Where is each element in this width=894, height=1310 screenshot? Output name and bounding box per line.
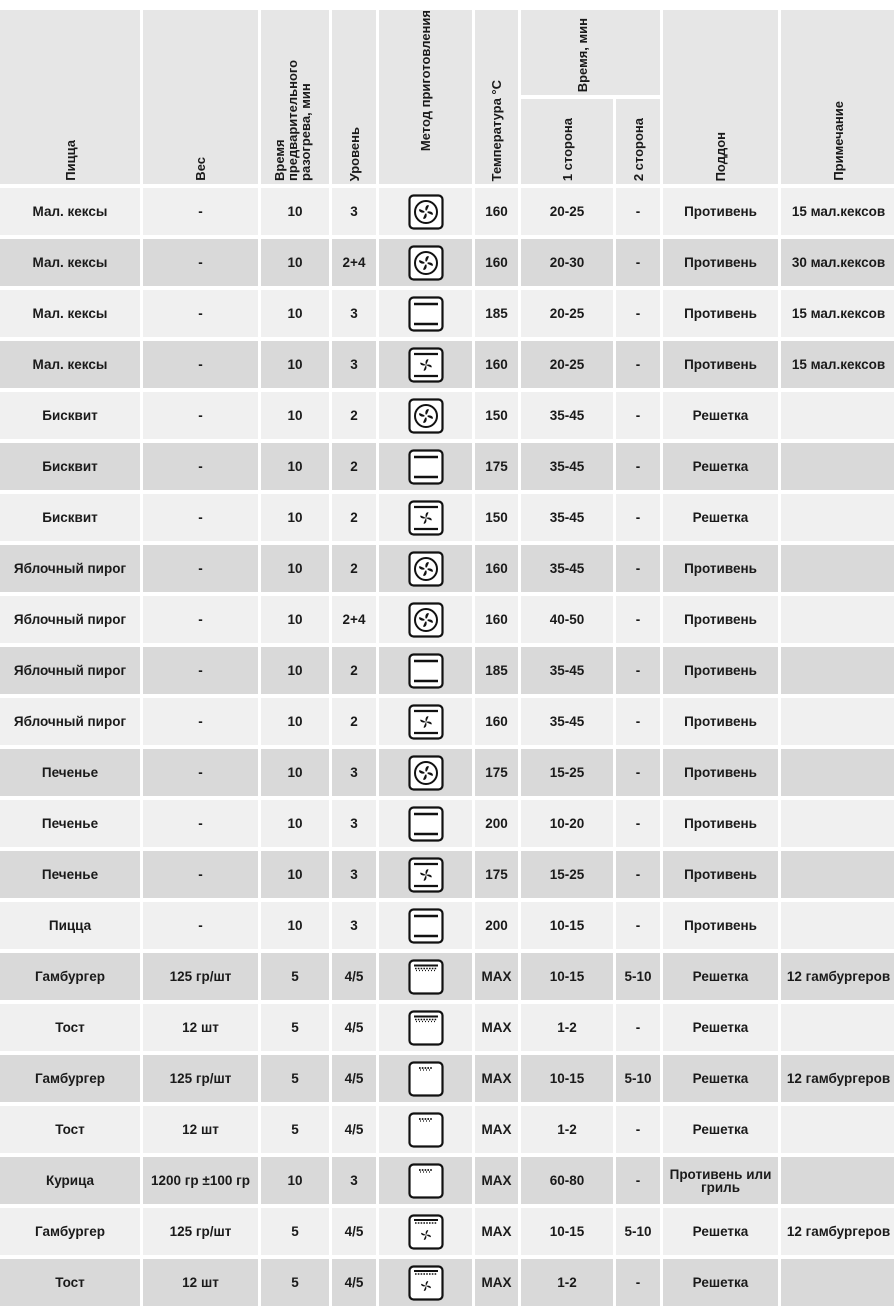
cell-side2: -: [616, 698, 660, 745]
cell-weight: -: [143, 239, 258, 286]
cell-weight: 12 шт: [143, 1106, 258, 1153]
cell-note: [781, 1259, 894, 1306]
cell-preheat: 10: [261, 494, 329, 541]
fan-top-bottom-icon: [408, 347, 444, 383]
cell-dish: Печенье: [0, 749, 140, 796]
cell-temp: 200: [475, 902, 518, 949]
cell-side2: -: [616, 749, 660, 796]
cell-method: [379, 188, 472, 235]
cell-temp: 160: [475, 341, 518, 388]
cell-tray: Решетка: [663, 1055, 778, 1102]
cell-weight: -: [143, 800, 258, 847]
cell-tray: Решетка: [663, 443, 778, 490]
table-row: [0, 1259, 894, 1306]
cell-side1: 20-25: [521, 290, 613, 337]
cell-weight: -: [143, 545, 258, 592]
cell-tray: Противень: [663, 647, 778, 694]
cell-note: [781, 596, 894, 643]
cell-tray: Противень: [663, 749, 778, 796]
cell-method: [379, 1157, 472, 1204]
cell-note: [781, 1106, 894, 1153]
cell-preheat: 10: [261, 647, 329, 694]
cell-level: 2: [332, 647, 376, 694]
cell-weight: -: [143, 698, 258, 745]
table-row: [0, 902, 894, 949]
cell-method: [379, 1004, 472, 1051]
cell-dish: Яблочный пирог: [0, 596, 140, 643]
cell-side1: 20-25: [521, 188, 613, 235]
header-side1: 1 сторона: [521, 99, 613, 184]
cell-note: [781, 443, 894, 490]
grill-single-icon: [408, 1061, 444, 1097]
table-row: [0, 494, 894, 541]
header-tray: Поддон: [663, 10, 778, 184]
cell-weight: -: [143, 341, 258, 388]
cooking-table: [0, 6, 894, 1310]
cell-side1: 60-80: [521, 1157, 613, 1204]
cell-dish: Пицца: [0, 902, 140, 949]
table-row: [0, 1004, 894, 1051]
cell-temp: 160: [475, 698, 518, 745]
grill-single-icon: [408, 1163, 444, 1199]
cell-level: 2+4: [332, 239, 376, 286]
cell-side1: 10-15: [521, 1055, 613, 1102]
cell-note: [781, 800, 894, 847]
cell-weight: 12 шт: [143, 1004, 258, 1051]
cell-side1: 40-50: [521, 596, 613, 643]
cell-method: [379, 800, 472, 847]
cell-level: 2: [332, 443, 376, 490]
table-row: [0, 341, 894, 388]
fan-circle-icon: [408, 398, 444, 434]
cell-preheat: 5: [261, 1004, 329, 1051]
cell-tray: Решетка: [663, 1208, 778, 1255]
cell-side1: 1-2: [521, 1259, 613, 1306]
cell-tray: Противень: [663, 851, 778, 898]
table-row: [0, 800, 894, 847]
cell-preheat: 10: [261, 290, 329, 337]
cell-tray: Решетка: [663, 1259, 778, 1306]
header-note: Примечание: [781, 10, 894, 184]
cell-weight: -: [143, 290, 258, 337]
cell-weight: -: [143, 596, 258, 643]
cell-tray: Решетка: [663, 1004, 778, 1051]
cell-dish: Печенье: [0, 851, 140, 898]
cell-note: 15 мал.кексов: [781, 341, 894, 388]
cell-level: 3: [332, 188, 376, 235]
cell-preheat: 10: [261, 1157, 329, 1204]
cell-preheat: 10: [261, 443, 329, 490]
table-row: [0, 443, 894, 490]
cell-side2: -: [616, 1157, 660, 1204]
cell-level: 3: [332, 1157, 376, 1204]
cell-temp: 150: [475, 494, 518, 541]
cell-side2: 5-10: [616, 953, 660, 1000]
fan-grill-icon: [408, 1214, 444, 1250]
cell-dish: Бисквит: [0, 392, 140, 439]
cell-note: [781, 1004, 894, 1051]
cell-note: [781, 698, 894, 745]
cell-method: [379, 545, 472, 592]
header-pizza: Пицца: [0, 10, 140, 184]
cell-tray: Противень: [663, 545, 778, 592]
cell-weight: -: [143, 392, 258, 439]
cell-note: 15 мал.кексов: [781, 290, 894, 337]
cell-side1: 10-20: [521, 800, 613, 847]
cell-temp: 150: [475, 392, 518, 439]
cell-side2: -: [616, 647, 660, 694]
cell-dish: Мал. кексы: [0, 290, 140, 337]
cell-side2: -: [616, 902, 660, 949]
table-row: [0, 1055, 894, 1102]
cell-note: [781, 545, 894, 592]
cell-tray: Противень: [663, 341, 778, 388]
cell-side1: 1-2: [521, 1004, 613, 1051]
cell-level: 3: [332, 851, 376, 898]
cell-weight: -: [143, 647, 258, 694]
grill-single-icon: [408, 1112, 444, 1148]
cell-dish: Бисквит: [0, 494, 140, 541]
cell-preheat: 10: [261, 545, 329, 592]
cell-dish: Мал. кексы: [0, 188, 140, 235]
cell-level: 2: [332, 545, 376, 592]
cell-side1: 35-45: [521, 494, 613, 541]
cell-level: 3: [332, 341, 376, 388]
cell-tray: Решетка: [663, 392, 778, 439]
table-row: [0, 596, 894, 643]
cell-note: [781, 851, 894, 898]
table-row: [0, 188, 894, 235]
fan-circle-icon: [408, 551, 444, 587]
cell-side2: -: [616, 341, 660, 388]
cell-method: [379, 596, 472, 643]
fan-top-bottom-icon: [408, 500, 444, 536]
cell-level: 2: [332, 392, 376, 439]
cell-level: 3: [332, 800, 376, 847]
cell-tray: Противень: [663, 290, 778, 337]
top-bottom-heat-icon: [408, 296, 444, 332]
cell-tray: Противень: [663, 188, 778, 235]
cell-side2: -: [616, 188, 660, 235]
cell-dish: Гамбургер: [0, 953, 140, 1000]
table-row: [0, 1208, 894, 1255]
cell-preheat: 10: [261, 392, 329, 439]
fan-top-bottom-icon: [408, 704, 444, 740]
cell-tray: Решетка: [663, 1106, 778, 1153]
cell-preheat: 10: [261, 188, 329, 235]
header-level: Уровень: [332, 10, 376, 184]
cell-side1: 20-30: [521, 239, 613, 286]
grill-double-icon: [408, 959, 444, 995]
cell-side1: 35-45: [521, 647, 613, 694]
cell-method: [379, 953, 472, 1000]
cell-preheat: 10: [261, 239, 329, 286]
cell-method: [379, 1259, 472, 1306]
cell-dish: Бисквит: [0, 443, 140, 490]
table-row: [0, 545, 894, 592]
cell-note: 15 мал.кексов: [781, 188, 894, 235]
cell-side1: 10-15: [521, 902, 613, 949]
cell-method: [379, 698, 472, 745]
cell-note: [781, 494, 894, 541]
cell-temp: 160: [475, 239, 518, 286]
cell-temp: MAX: [475, 1055, 518, 1102]
cell-preheat: 5: [261, 1208, 329, 1255]
cell-temp: 175: [475, 851, 518, 898]
cell-note: 12 гамбургеров: [781, 953, 894, 1000]
cell-dish: Яблочный пирог: [0, 698, 140, 745]
cell-temp: 185: [475, 290, 518, 337]
fan-top-bottom-icon: [408, 857, 444, 893]
table-row: [0, 647, 894, 694]
cell-preheat: 10: [261, 596, 329, 643]
cell-temp: 160: [475, 188, 518, 235]
header-time: Время, мин: [521, 10, 660, 95]
fan-grill-icon: [408, 1265, 444, 1301]
cell-side1: 20-25: [521, 341, 613, 388]
cell-level: 2: [332, 494, 376, 541]
cell-level: 2: [332, 698, 376, 745]
cell-side2: -: [616, 1259, 660, 1306]
cell-weight: -: [143, 902, 258, 949]
grill-double-icon: [408, 1010, 444, 1046]
cell-weight: -: [143, 188, 258, 235]
cell-tray: Противень или гриль: [663, 1157, 778, 1204]
cell-side2: 5-10: [616, 1055, 660, 1102]
cell-preheat: 5: [261, 1106, 329, 1153]
cell-side1: 35-45: [521, 443, 613, 490]
cell-level: 2+4: [332, 596, 376, 643]
cell-temp: MAX: [475, 1259, 518, 1306]
cell-temp: MAX: [475, 1106, 518, 1153]
cell-tray: Противень: [663, 239, 778, 286]
cell-side2: 5-10: [616, 1208, 660, 1255]
cell-level: 3: [332, 749, 376, 796]
top-bottom-heat-icon: [408, 806, 444, 842]
table-row: [0, 698, 894, 745]
cell-side1: 10-15: [521, 953, 613, 1000]
cell-side1: 1-2: [521, 1106, 613, 1153]
cell-tray: Противень: [663, 902, 778, 949]
cell-weight: 125 гр/шт: [143, 1055, 258, 1102]
cell-note: [781, 1157, 894, 1204]
cell-side1: 35-45: [521, 545, 613, 592]
cell-dish: Яблочный пирог: [0, 647, 140, 694]
cell-side2: -: [616, 239, 660, 286]
cell-temp: MAX: [475, 1157, 518, 1204]
cell-dish: Гамбургер: [0, 1208, 140, 1255]
cell-side2: -: [616, 851, 660, 898]
cell-side2: -: [616, 800, 660, 847]
cell-tray: Противень: [663, 698, 778, 745]
cell-dish: Тост: [0, 1106, 140, 1153]
cell-temp: 185: [475, 647, 518, 694]
cell-note: 30 мал.кексов: [781, 239, 894, 286]
cell-preheat: 10: [261, 851, 329, 898]
cell-method: [379, 749, 472, 796]
cell-level: 4/5: [332, 953, 376, 1000]
cell-method: [379, 341, 472, 388]
table-row: [0, 953, 894, 1000]
cell-side2: -: [616, 1004, 660, 1051]
cell-preheat: 5: [261, 1055, 329, 1102]
cell-tray: Противень: [663, 800, 778, 847]
cell-tray: Противень: [663, 596, 778, 643]
cell-dish: Мал. кексы: [0, 239, 140, 286]
table-row: [0, 749, 894, 796]
cell-tray: Решетка: [663, 494, 778, 541]
cell-dish: Печенье: [0, 800, 140, 847]
cell-dish: Тост: [0, 1259, 140, 1306]
cell-side2: -: [616, 290, 660, 337]
cell-method: [379, 443, 472, 490]
cell-weight: -: [143, 443, 258, 490]
header-temp: Температура °C: [475, 10, 518, 184]
cell-weight: 12 шт: [143, 1259, 258, 1306]
cell-preheat: 10: [261, 341, 329, 388]
top-bottom-heat-icon: [408, 653, 444, 689]
cell-weight: -: [143, 494, 258, 541]
fan-circle-icon: [408, 194, 444, 230]
cell-note: 12 гамбургеров: [781, 1208, 894, 1255]
fan-circle-icon: [408, 602, 444, 638]
cell-method: [379, 851, 472, 898]
cell-temp: 175: [475, 749, 518, 796]
fan-circle-icon: [408, 245, 444, 281]
cell-method: [379, 1208, 472, 1255]
top-bottom-heat-icon: [408, 908, 444, 944]
cell-weight: -: [143, 749, 258, 796]
cell-tray: Решетка: [663, 953, 778, 1000]
cell-level: 4/5: [332, 1106, 376, 1153]
cell-note: [781, 647, 894, 694]
table-row: [0, 290, 894, 337]
cell-method: [379, 1106, 472, 1153]
cell-side2: -: [616, 392, 660, 439]
header-side2: 2 сторона: [616, 99, 660, 184]
cell-side1: 35-45: [521, 698, 613, 745]
table-row: [0, 392, 894, 439]
cell-level: 4/5: [332, 1004, 376, 1051]
cell-temp: MAX: [475, 1004, 518, 1051]
top-bottom-heat-icon: [408, 449, 444, 485]
cell-temp: MAX: [475, 1208, 518, 1255]
cell-side2: -: [616, 596, 660, 643]
cell-level: 3: [332, 290, 376, 337]
cell-dish: Курица: [0, 1157, 140, 1204]
cell-side2: -: [616, 494, 660, 541]
cell-preheat: 10: [261, 800, 329, 847]
fan-circle-icon: [408, 755, 444, 791]
cell-side2: -: [616, 1106, 660, 1153]
cell-dish: Гамбургер: [0, 1055, 140, 1102]
cell-method: [379, 1055, 472, 1102]
header-preheat: Время предварительного разогрева, мин: [261, 10, 329, 184]
table-row: [0, 851, 894, 898]
cell-preheat: 10: [261, 902, 329, 949]
table-body: [0, 188, 894, 1306]
cell-note: [781, 392, 894, 439]
cell-level: 3: [332, 902, 376, 949]
table-row: [0, 239, 894, 286]
cell-method: [379, 239, 472, 286]
table-row: [0, 1157, 894, 1204]
cell-method: [379, 494, 472, 541]
cell-weight: 125 гр/шт: [143, 1208, 258, 1255]
cell-note: 12 гамбургеров: [781, 1055, 894, 1102]
cell-side1: 10-15: [521, 1208, 613, 1255]
cell-preheat: 10: [261, 698, 329, 745]
cell-weight: -: [143, 851, 258, 898]
header-weight: Вес: [143, 10, 258, 184]
cell-dish: Яблочный пирог: [0, 545, 140, 592]
cell-side2: -: [616, 443, 660, 490]
cell-preheat: 5: [261, 1259, 329, 1306]
cell-method: [379, 290, 472, 337]
cell-note: [781, 902, 894, 949]
cell-temp: MAX: [475, 953, 518, 1000]
cell-dish: Мал. кексы: [0, 341, 140, 388]
cell-weight: 125 гр/шт: [143, 953, 258, 1000]
header-method: Метод приготовления: [379, 10, 472, 184]
cell-temp: 160: [475, 596, 518, 643]
cell-preheat: 10: [261, 749, 329, 796]
cell-method: [379, 647, 472, 694]
cell-level: 4/5: [332, 1259, 376, 1306]
cell-dish: Тост: [0, 1004, 140, 1051]
cell-method: [379, 392, 472, 439]
cell-note: [781, 749, 894, 796]
cell-temp: 175: [475, 443, 518, 490]
cell-preheat: 5: [261, 953, 329, 1000]
cell-side1: 15-25: [521, 749, 613, 796]
cell-level: 4/5: [332, 1055, 376, 1102]
cell-temp: 160: [475, 545, 518, 592]
cell-temp: 200: [475, 800, 518, 847]
cell-level: 4/5: [332, 1208, 376, 1255]
cell-side1: 15-25: [521, 851, 613, 898]
cell-side1: 35-45: [521, 392, 613, 439]
cell-method: [379, 902, 472, 949]
cell-weight: 1200 гр ±100 гр: [143, 1157, 258, 1204]
cell-side2: -: [616, 545, 660, 592]
table-row: [0, 1106, 894, 1153]
